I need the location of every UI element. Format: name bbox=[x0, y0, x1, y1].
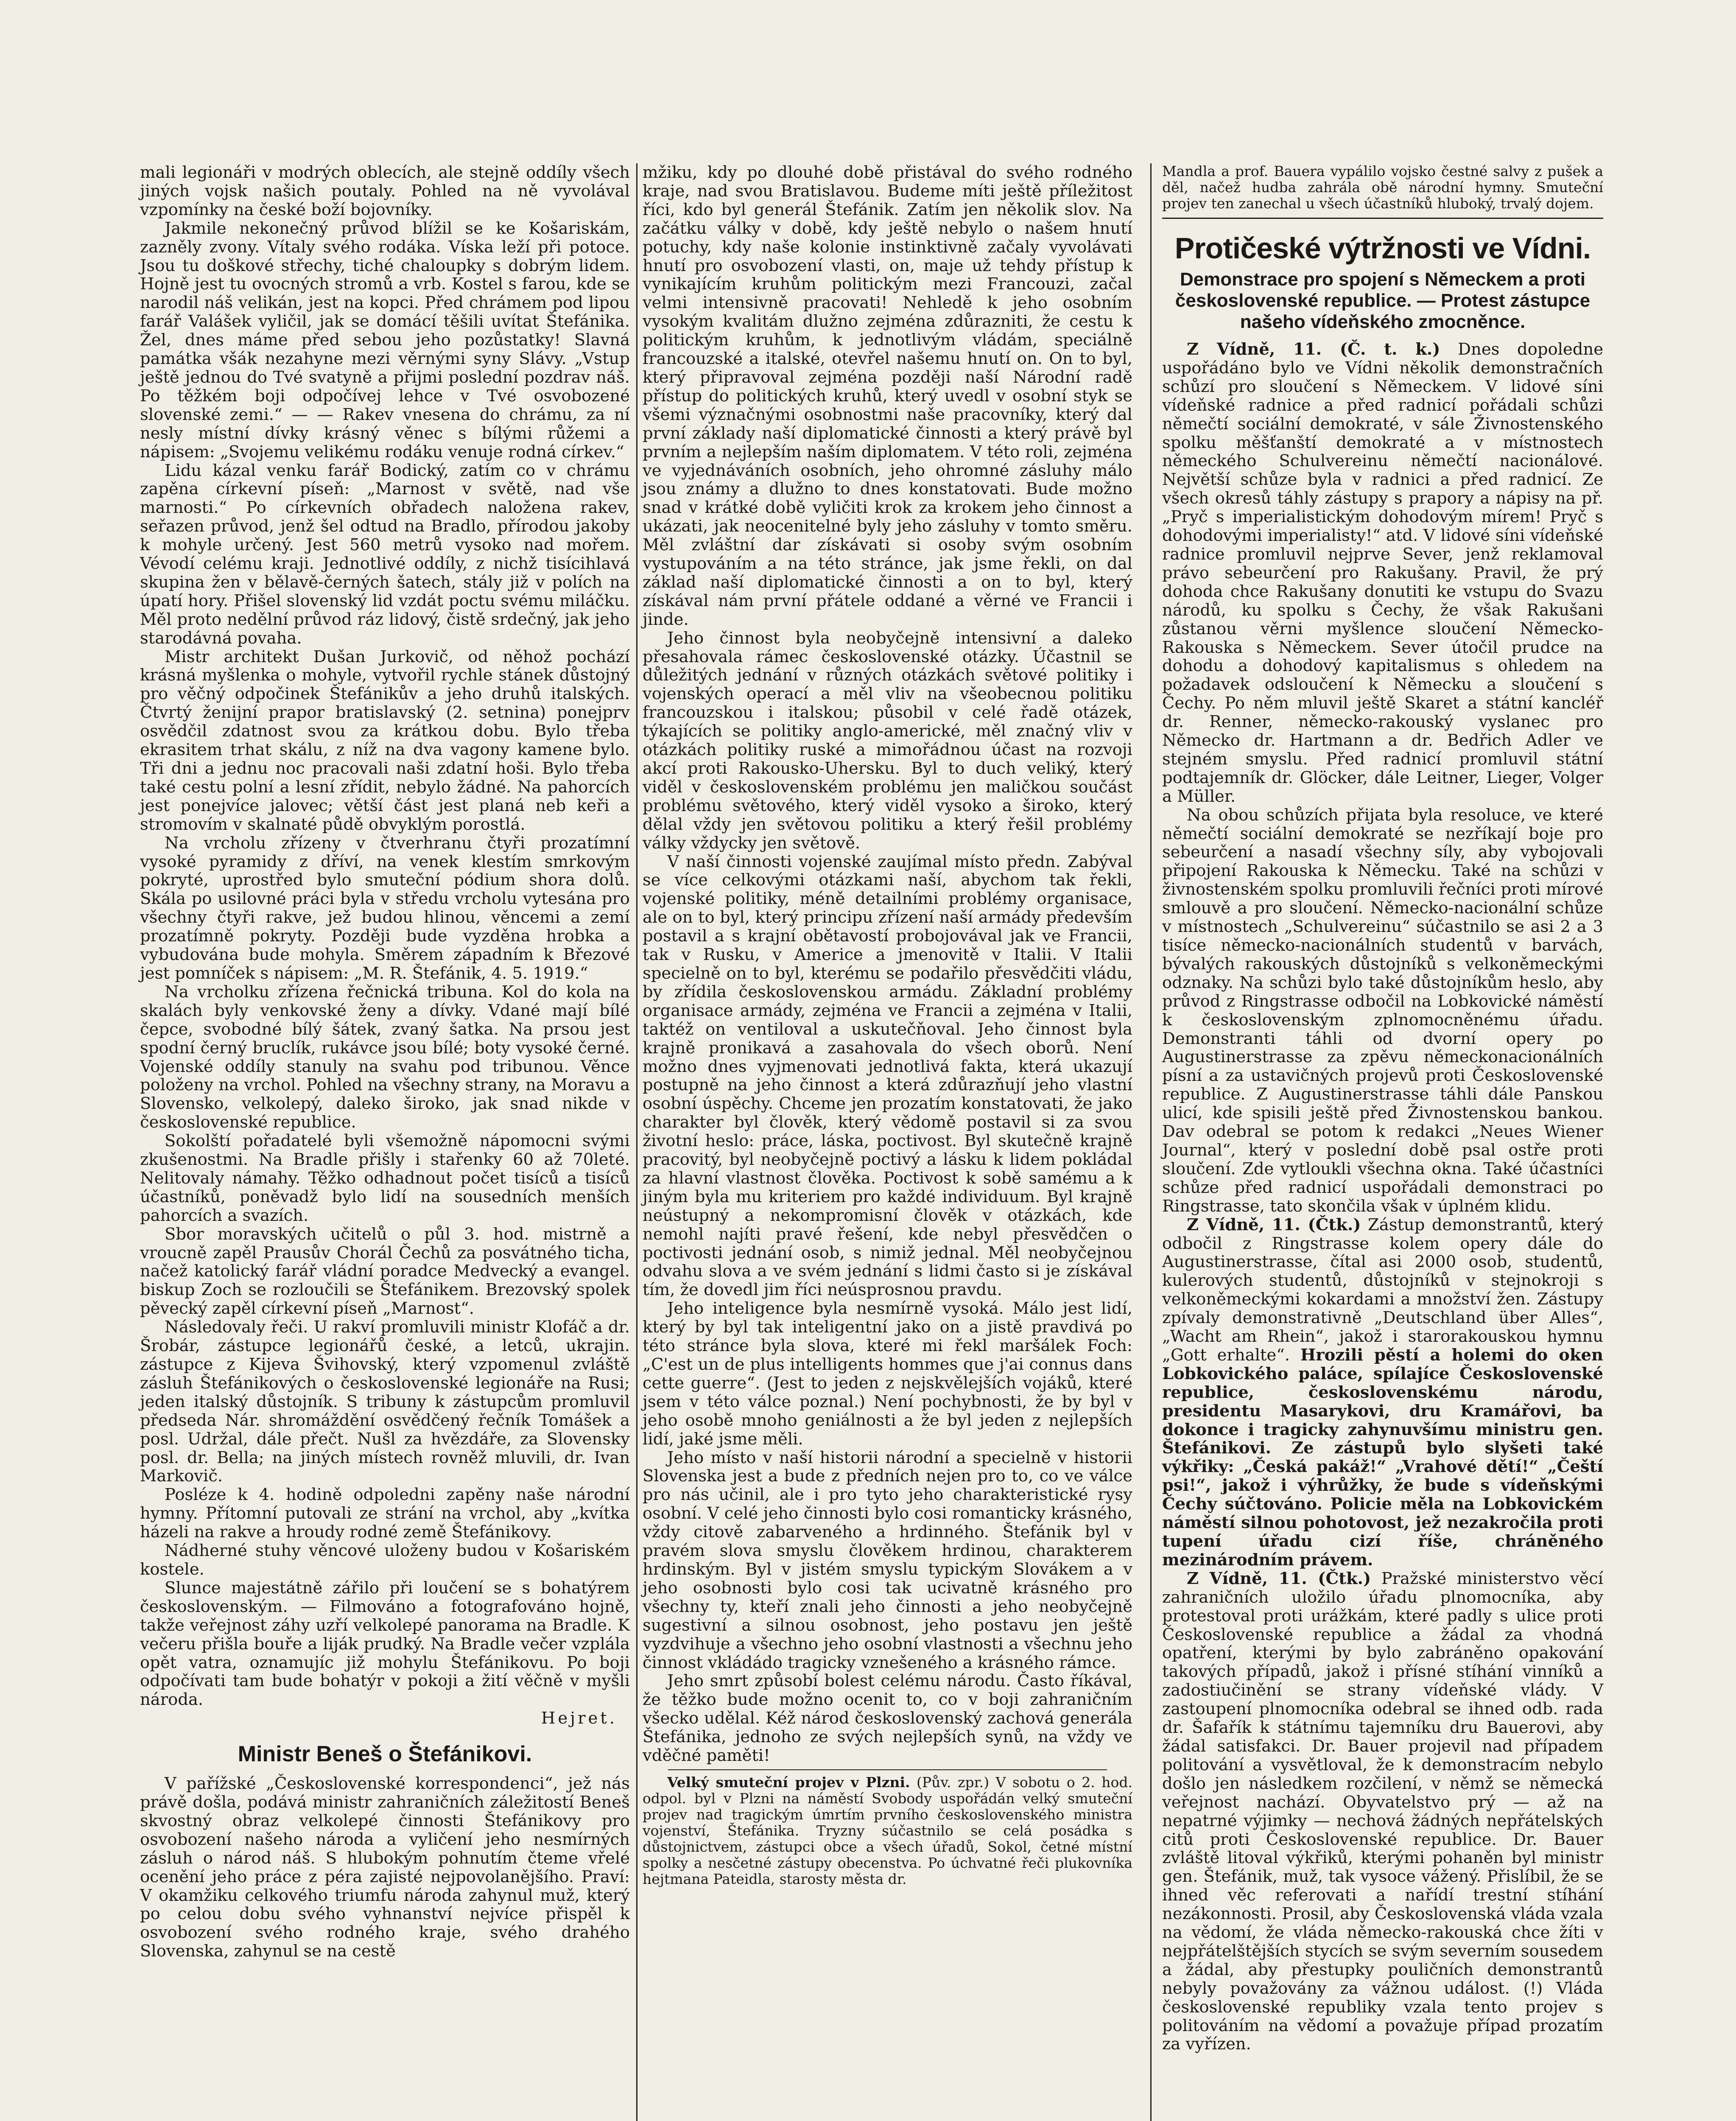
article-paragraph bbox=[1162, 1570, 1603, 2054]
article-paragraph: Nádherné stuhy věncové uloženy budou v Košariském kostele. bbox=[140, 1541, 630, 1579]
article-paragraph: Jakmile nekonečný průvod blížil se ke Košariskám, zazněly zvony. Vítaly svého rodáka. Víska leží při potoce. Jsou tu doškové střechy, tiché chaloupky s dobrým lidem. Hojně jest tu ovocných stromů a vrb. Kostel s farou, kde se narodil náš velikán, jest na kopci. Před chrámem pod lipou farář Valášek vyličil, jak se domácí těšili uvítat Štefánika. Žel, dnes máme před sebou jeho pozůstatky! Slavná památka všák nezahyne mezi věrnými syny Slávy. „Vstup ještě jednou do Tvé svatyně a přijmi poslední pozdrav náš. Po těžkém boji odpočívej lehce v Tvé osvobozené slovenské zemi.“ — — Rakev vnesena do chrámu, za ní nesly místní dívky krásný věnec s bílými růžemi a nápisem: „Svojemu velikému rodáku venuje rodná církev.“ bbox=[140, 218, 630, 462]
article-headline: Protičeské výtržnosti ve Vídni. bbox=[1174, 232, 1591, 265]
article-paragraph: Na vrcholku zřízena řečnická tribuna. Kol do kola na skalách byly venkovské ženy a dívky. Vdané mají bílé čepce, svobodné bílý šátek, zvaný šatka. Na prsou jest spodní černý bruclík, rukávce jsou bílé; boty vysoké černé. Vojenské oddíly stanuly na svahu pod tribunou. Věnce položeny na vrchol. Pohled na všechny strany, na Moravu a Slovensko, velkolepý, daleko široko, jak snad nikde v československé republice. bbox=[140, 982, 630, 1132]
article-paragraph: Jeho místo v naší historii národní a specielně v historii Slovenska jest a bude z předních nejen pro to, co ve válce pro nás učinil, ale i pro tyto jeho charakteristické rysy osobní. V celé jeho činnosti bylo cosi romanticky krásného, vždy citově zabarveného a hrdinného. Štefánik byl v pravém slova smyslu člověkem hrdinou, charakterem hrdinským. Byl v jistém smyslu typickým Slovákem a v jeho osobnosti bylo cosi tak ucivatně krásného pro všechny ty, kteří znali jeho činnosti a jeho neobyčejně sugestivní a silnou osobnost, jeho postavu jen ještě vyzdvihuje a všechno jeho osobní vlastnosti a všechnu jeho činnost vkládádo tragicky vznešeného a krásného rámce. bbox=[643, 1448, 1132, 1672]
news-item: Mandla a prof. Bauera vypálilo vojsko čestné salvy z pušek a děl, načež hudba zahrála obě národní hymny. Smuteční projev ten zanechal u všech účastníků hluboký, trvalý dojem. bbox=[1162, 163, 1603, 212]
article-paragraph: Jeho činnost byla neobyčejně intensivní a daleko přesahovala rámec československé otázky. Účastnil se důležitých jednání v různých otázkách světové politiky i vojenských operací a měl vliv na všeobecnou politiku francouzskou i italskou; působil v celé řadě otázek, týkajících se politiky anglo-americké, měl značný vliv v otázkách politiky ruské a mimořádnou účast na rozvoji akcí proti Rakousko-Uhersku. Byl to duch veliký, který viděl v československém problému jen maličkou součást problému světového, který viděl vysoko a široko, který dělal vždy jen světovou politiku a který řešil problémy války vždycky jen světově. bbox=[643, 628, 1132, 853]
article-paragraph: Mistr architekt Dušan Jurkovič, od něhož pochází krásná myšlenka o mohyle, vytvořil rychle stánek důstojný pro věčný odpočinek Štefánikův a jeho druhů italských. Čtvrtý ženijní prapor bratislavský (2. setnina) ponejprv osvědčil zdatnost svou za krátkou dobu. Bylo třeba ekrasitem trhat skálu, z níž na dva vagony kamene bylo. Tři dni a jednu noc pracovali naši zdatní hoši. Bylo třeba také cestu polní a lesní zřídit, nebylo žádné. Na pahorcích jest ponejvíce jalovec; větší část jest planá neb keři a stromovím v skalnaté půdě obvyklým porostlá. bbox=[140, 647, 630, 834]
column-rule bbox=[1150, 163, 1152, 2121]
column-3 bbox=[1162, 163, 1603, 2054]
news-item-text: (Pův. zpr.) V sobotu o 2. hod. odpol. byl v Plzni na náměstí Svobody uspořádán velký smuteční projev nad tragickým úmrtím prvního československého ministra vojenství, Štefánika. Tryzny súčastnilo se celá posádka s důstojnictvem, zástupci obce a všech úřadů, Sokol, četné místní spolky a nesčetné zástupy obecenstva. Po úchvatné řeči plukovníka hejtmana Pateidla, starosty města dr. bbox=[643, 1774, 1132, 1887]
article-paragraph: V pařížské „Československé korrespondenci“, jež nás právě došla, podává ministr zahraničních záležitostí Beneš skvostný obraz velkolepé činnosti Štefánikovy pro osvobození našeho národa a vyličení jeho nesmírných zásluh o národ náš. S hlubokým pohnutím čteme vřelé ocenění jeho práce z péra zajisté nejpovolanějšího. Praví: V okamžiku celkového triumfu národa zahynul muž, který po celou dobu svého vyhnanství nejvíce přispěl k osvobození svého rodného kraje, svého drahého Slovenska, zahynul se na cestě bbox=[140, 1774, 630, 1961]
news-item-lead: Velký smuteční projev v Plzni. bbox=[667, 1774, 910, 1791]
paragraph-text: Dnes dopoledne uspořádáno bylo ve Vídni několik demonstračních schůzí pro sloučení s Německem. V lidové síni vídeňské radnice a před radnicí pořádali schůzi němečtí sociální demokraté, v sále Živnostenského spolku měšťanští demokraté a v místnostech německého Schulvereinu němečtí nacionálové. Největší schůze byla v radnici a před radnicí. Ze všech okresů táhly zástupy s prapory a nápisy na př. „Pryč s imperialistickým dohodovým mírem! Pryč s dohodovými imperialisty!“ atd. V lidové síni vídeňské radnice promluvil nejprve Sever, jenž reklamoval právo sebeurčení pro Rakušany. Pravil, že prý dohoda chce Rakušany donutiti ke vstupu do Svazu národů, ku spolku s Čechy, že však Rakušani zůstanou věrni myšlence sloučení Německo-Rakouska s Německem. Sever útočil prudce na dohodu a dohodový kapitalismus s ohledem na požadavek odsloučení k Německu a sloučení s Čechy. Po něm mluvil ještě Skaret a státní kancléř dr. Renner, německo-rakouský vyslanec pro Německo dr. Hartmann a dr. Bedřich Adler ve stejném smyslu. Před radnicí promluvil státní podtajemník dr. Glöcker, dále Leitner, Lieger, Volger a Müller. bbox=[1162, 340, 1603, 806]
paragraph-text: Zástup demonstrantů, který odbočil z Ringstrasse kolem opery dále do Augustinerstrasse, čítal asi 2000 osob, studentů, kulerových studentů, důstojníků v stejnokroji s velkoněmeckými kokardami a množství žen. Zástupy zpívaly demonstrativně „Deutschland über Alles“, „Wacht am Rhein“, jakož i starorakouskou hymnu „Gott erhalte“. bbox=[1162, 1215, 1603, 1365]
article-paragraph bbox=[1162, 1216, 1603, 1570]
article-paragraph: Na obou schůzích přijata byla resoluce, ve které němečtí sociální demokraté se nezříkají boje pro sebeurčení a nasadí všechny síly, aby vybojovali připojení Rakouska k Německu. Také na schůzi v živnostenském spolku promluvili řečníci proti mírové smlouvě a pro sloučení. Německo-nacionální schůze v místnostech „Schulvereinu“ súčastnilo se asi 2 a 3 tisíce německo-nacionálních studentů v barvách, bývalých rakouských důstojníků s velkoněmeckými odznaky. Na schůzi bylo také důstojníkům heslo, aby průvod z Ringstrasse odbočil na Lobkovické náměstí k československým zplnomocněnému úřadu. Demonstranti táhli od dvorní opery po Augustinerstrasse za zpěvu německonacionálních písní a za ustavičných projevů proti Československé republice. Z Augustinerstrasse táhli dále Panskou ulicí, kde spisili ještě před Živnostenskou bankou. Dav odebral se potom k redakci „Neues Wiener Journal“, který v poslední době psal ostře proti sloučení. Zde vytloukli všechna okna. Také účastníci schůze před radnicí uspořádali demonstraci po Ringstrasse, tato skončila však v úplném klidu. bbox=[1162, 805, 1603, 1216]
article-paragraph: mžiku, kdy po dlouhé době přistával do svého rodného kraje, nad svou Bratislavou. Budeme míti ještě příležitost říci, kdo byl generál Štefánik. Zatím jen několik slov. Na začátku války v době, kdy ještě nebylo o našem hnutí potuchy, kdy naše kolonie instinktivně začaly vyvolávati hnutí pro osvobození vlasti, on, maje už tehdy přístup k vynikajícím kruhům politickým mezi Francouzi, začal velmi intensivně pracovati! Nehledě k jeho osobním vysokým kvalitám dlužno zejména zdůrazniti, že cestu k politickým kruhům, k jednotlivým vládám, speciálně francouzské a italské, otevřel našemu hnutí on. On to byl, který připravoval zejména později naší Národní radě přístup do politických kruhů, který uvedl v osobní styk se všemi význačnými osobnostmi naše pracovníky, který dal první základy naší diplomatické činnosti a který právě byl prvním a nejlepším naším diplomatem. V této roli, zejména ve vyjednáváních osobních, jeho ohromné zásluhy málo jsou známy a dlužno to dnes konstatovati. Bude možno snad v krátké době vyličiti krok za krokem jeho činnost a ukázati, jak neocenitelné byly jeho zásluhy v tomto směru. Měl zvláštní dar získávati si osoby svým osobním vystupováním a na této stránce, jak jsme řekli, on dal základ naší diplomatické činnosti a on to byl, který získával nám první přátele oddané a věrné ve Francii i jinde. bbox=[643, 163, 1132, 629]
paragraph-bold-text: Hrozili pěstí a holemi do oken Lobkovického paláce, spílajíce Československé republice, československému národu, presidentu Masarykovi, dru Kramářovi, ba dokonce i tragicky zahynuvšímu ministru gen. Štefánikovi. Ze zástupů bylo slyšeti také výkřiky: „Česká pakáž!“ „Vrahové dětí!“ „Čeští psi!“, jakož i výhrůžky, že bude s vídeňskými Čechy súčtováno. Policie měla na Lobkovickém náměstí silnou pohotovost, jež nezakročila proti tupení úřadu cizí říše, chráněného mezinárodním právem. bbox=[1162, 1345, 1603, 1570]
column-rule bbox=[636, 163, 637, 2121]
dateline: Z Vídně, 11. (Čtk.) bbox=[1187, 1215, 1361, 1234]
article-paragraph: Lidu kázal venku farář Bodický, zatím co v chrámu zapěna církevní píseň: „Marnost v světě, nad vše marnosti.“ Po církevních obřadech naložena rakev, seřazen průvod, jenž šel odtud na Bradlo, přírodou jakoby k mohyle určený. Jest 560 metrů vysoko nad mořem. Vévodí celému kraji. Jednotlivé oddíly, z nichž tisícihlavá skupina žen v bělavě-černých šatech, stály již v polích na úpatí hory. Přišel slovenský lid vzdát poctu svému miláčku. Měl proto nedělní průvod ráz lidový, čistě srdečný, jak jeho starodávná povaha. bbox=[140, 461, 630, 648]
article-paragraph: Na vrcholu zřízeny v čtverhranu čtyři prozatímní vysoké pyramidy z dříví, na venek klestím smrkovým pokryté, uprostřed bylo smuteční pódium shora dolů. Skála po usilovné práci byla v středu vrcholu vytesána pro všechny čtyři rakve, jež budou hlinou, věncemi a zemí prozatímně pokryty. Později bude vyzděna hrobka a vybudována bude mohyla. Směrem západním k Březové jest pomníček s nápisem: „M. R. Štefánik, 4. 5. 1919.“ bbox=[140, 833, 630, 983]
section-divider bbox=[668, 1769, 1107, 1770]
article-paragraph: Slunce majestátně zářilo při loučení se s bohatýrem československým. — Filmováno a fotografováno hojně, takže veřejnost záhy uzří velkolepé panorama na Bradle. K večeru přišla bouře a liják prudký. Na Bradle večer vzplála opět vatra, oznamujíc již mohylu Štefánikovu. Po boji odpočívati tam bude bohatýr v pokoji a žití věčně v myšli národa. bbox=[140, 1578, 630, 1710]
news-item bbox=[643, 1774, 1132, 1887]
dateline: Z Vídně, 11. (Č. t. k.) bbox=[1187, 340, 1440, 359]
article-heading: Ministr Beneš o Štefánikovi. bbox=[238, 1742, 532, 1767]
paragraph-text: Pražské ministerstvo věcí zahraničních uložilo úřadu plnomocníka, aby protestoval proti urážkám, které padly s ulice proti Československé republice a žádal za vhodná opatření, kterými by bylo zabráněno opakování takových případů, jakož i přísné stíhání vinníků a zadostiučinění se strany vídeňské vlády. V zastoupení plnomocníka odebral se ihned odb. rada dr. Šafařík k státnímu tajemníku dru Bauerovi, aby žádal satisfakci. Dr. Bauer projevil nad případem politování a vysvětloval, že k demonstracím nebylo došlo jen následkem rozčilení, v němž se německá veřejnost nachází. Obyvatelstvo prý — až na nepatrné výjimky — nechová žádných nepřátelských citů proti Československé republice. Dr. Bauer zvláště litoval výkřiků, kterými pohaněn byl ministr gen. Štefánik, muž, tak vysoce vážený. Přislíbil, že se ihned věc referovati a nařídí trestní stíhání nezákonnosti. Prosil, aby Československá vláda vzala na vědomí, že vláda německo-rakouská chce žíti v nejpřátelštějších stycích se svým severním sousedem a žádal, aby přestupky pouličních demonstrantů nebyly považovány za vážnou událost. (!) Vláda československé republiky vzala tento projev s politováním na vědomí a považuje případ prozatím za vyřízen. bbox=[1162, 1569, 1603, 2054]
article-signature: Hejret. bbox=[541, 1709, 617, 1728]
article-paragraph: Následovaly řeči. U rakví promluvili ministr Klofáč a dr. Šrobár, zástupce legionářů české, a letců, ukrajin. zástupce z Kijeva Švihovský, který vzpomenul zvláště zásluh Štefánikových o československé legionáře na Rusi; jeden italský důstojník. S tribuny k zástupcům promluvil předseda Nár. shromáždění osvědčený řečník Tomášek a posl. Udržal, dále přečt. Nušl za hvězdáře, za Slovensky posl. dr. Bella; na jiných místech rovněž mluvili, dr. Ivan Markovič. bbox=[140, 1318, 630, 1486]
article-paragraph: V naší činnosti vojenské zaujímal místo předn. Zabýval se více celkovými otázkami naší, abychom tak řekli, vojenské politiky, méně detailními problémy organisace, ale on to byl, který principu zřízení naší armády především postavil a s krajní obětavostí probojovával jak ve Francii, tak v Rusku, v Americe a jmenovitě v Italii. V Italii specielně on to byl, kterému se podařilo přesvědčiti vládu, by zřídila československou armádu. Základní problémy organisace armády, zejména ve Francii a zejména v Italii, taktéž on ventiloval a uskutečňoval. Jeho činnost byla krajně pronikavá a zasahovala do všech oborů. Není možno dnes vyjmenovati jednotlivá fakta, která ukazují postupně na jeho činnost a která zdůrazňují jeho vlastní osobní úspěchy. Chceme jen prozatím konstatovati, že jako charakter byl člověk, který vědomě postavil si za svou životní heslo: práce, láska, poctivost. Byl skutečně krajně pracovitý, byl neobyčejně poctivý a lásku k lidem pokládal za hlavní vlastnost člověka. Poctivost k sobě samému a k jiným byla mu kriteriem pro každé individuum. Byl krajně neústupný a nekompromisní člověk v otázkách, kde nemohl najíti pravé řešení, kde nebyl přesvědčen o poctivosti jednání osob, s nimiž jednal. Měl neobyčejnou odvahu slova a ve svém jednání s lidmi často si je získával tím, že dovedl jim říci neúsprosnou pravdu. bbox=[643, 852, 1132, 1300]
dateline: Z Vídně, 11. (Čtk.) bbox=[1187, 1569, 1371, 1588]
section-divider bbox=[1162, 218, 1603, 219]
column-2 bbox=[643, 163, 1132, 1887]
article-paragraph bbox=[1162, 340, 1603, 806]
article-paragraph: Posléze k 4. hodině odpoledni zapěny naše národní hymny. Přítomní putovali ze strání na vrchol, aby „kvítka házeli na rakve a hroudy rodné země Štefánikovy. bbox=[140, 1485, 630, 1542]
article-paragraph: Sbor moravských učitelů o půl 3. hod. mistrně a vroucně zapěl Prausův Chorál Čechů za posvátného ticha, načež katolický farář vládní poradce Medvecký a evangel. biskup Zoch se rozloučili se Štefánikem. Brezovský spolek pěvecký zapěl církevní píseň „Marnost“. bbox=[140, 1224, 630, 1318]
article-paragraph: Jeho smrt způsobí bolest celému národu. Často říkával, že těžko bude možno ocenit to, co v boji zahraničním všecko udělal. Kéž národ československý zachová generála Štefánika, jednoho ze svých nejlepších synů, na vždy ve vděčné paměti! bbox=[643, 1671, 1132, 1766]
article-paragraph: Sokolští pořadatelé byli všemožně nápomocni svými zkušenostmi. Na Bradle přišly i stařenky 60 až 70leté. Nelitovaly námahy. Těžko odhadnout počet tisíců a tisíců účastníků, poněvadž bylo lidí na sousedních menších pahorcích a svazích. bbox=[140, 1131, 630, 1225]
newspaper-page bbox=[127, 163, 1603, 2121]
column-1 bbox=[140, 163, 630, 1961]
article-paragraph: mali legionáři v modrých oblecích, ale stejně oddíly všech jiných vojsk našich poutaly. Pohled na ně vyvolával vzpomínky na české boží bojovníky. bbox=[140, 163, 630, 219]
article-subheadline: Demonstrace pro spojení s Německem a proti československé republice. — Protest zástupce našeho vídeňského zmocněnce. bbox=[1175, 269, 1591, 332]
article-paragraph: Jeho inteligence byla nesmírně vysoká. Málo jest lidí, který by byl tak inteligentní jako on a jistě pravdivá po této stránce byla slova, které mi řekl maršálek Foch: „C'est un de plus intelligents hommes que j'ai connus dans cette guerre“. (Jest to jeden z nejskvělejších vojáků, které jsem v této válce poznal.) Není pochybnosti, že by byl v jeho osobě mnoho geniálnosti a že byl jeden z nejlepších lidí, jaké jsme měli. bbox=[643, 1299, 1132, 1449]
